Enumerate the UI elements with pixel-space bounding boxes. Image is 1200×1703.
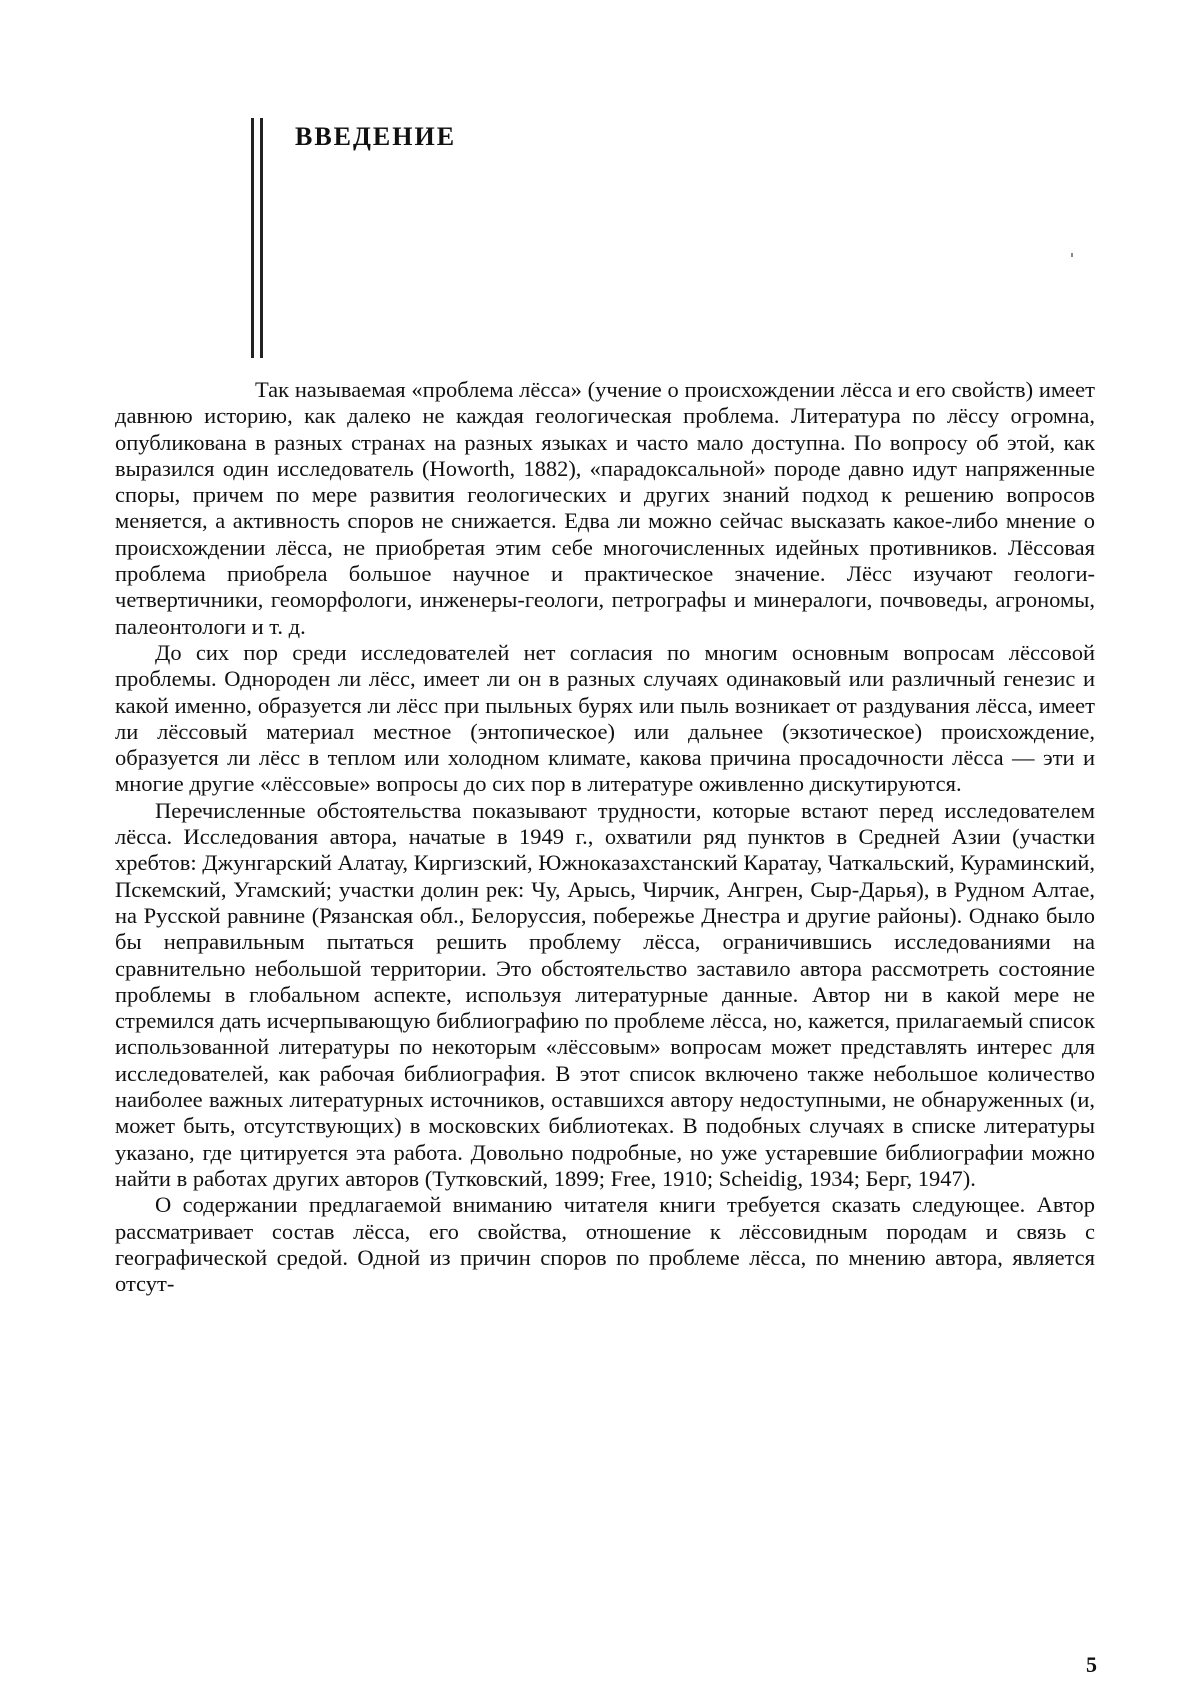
paragraph-4: О содержании предлагаемой вниманию читателя книги требуется сказать следующее. Автор рассматривает состав лёсса, его свойства, отношение к лёссовидным породам и связь с географической средой. Одной из причин споров по проблеме лёсса, по мнению автора, является отсут- xyxy=(115,1192,1095,1297)
chapter-rule-right xyxy=(260,118,263,358)
page-number: 5 xyxy=(1086,1652,1097,1677)
chapter-rule-left xyxy=(251,118,254,358)
paragraph-1: Так называемая «проблема лёсса» (учение о происхождении лёсса и его свойств) имеет давнюю историю, как далеко не каждая геологическая проблема. Литература по лёссу огромна, опубликована в разных странах на разных языках и часто мало доступна. По вопросу об этой, как выразился один исследователь (Howorth, 1882), «парадоксальной» породе давно идут напряженные споры, причем по мере развития геологических и других знаний подход к решению вопросов меняется, а активность споров не снижается. Едва ли можно сейчас высказать какое-либо мнение о происхождении лёсса, не приобретая этим себе многочисленных идейных противников. Лёссовая проблема приобрела большое научное и практическое значение. Лёсс изучают геологи-четвертичники, геоморфологи, инженеры-геологи, петрографы и минералоги, почвоведы, агрономы, палеонтологи и т. д. xyxy=(115,377,1095,639)
chapter-heading: ВВЕДЕНИЕ xyxy=(295,122,457,151)
body-text xyxy=(115,377,1095,1297)
paragraph-3: Перечисленные обстоятельства показывают трудности, которые встают перед исследователем лёсса. Исследования автора, начатые в 1949 г., охватили ряд пунктов в Средней Азии (участки хребтов: Джунгарский Алатау, Киргизский, Южноказахстанский Каратау, Чаткальский, Кураминский, Пскемский, Угамский; участки долин рек: Чу, Арысь, Чирчик, Ангрен, Сыр-Дарья), в Рудном Алтае, на Русской равнине (Рязанская обл., Белоруссия, побережье Днестра и другие районы). Однако было бы неправильным пытаться решить проблему лёсса, ограничившись исследованиями на сравнительно небольшой территории. Это обстоятельство заставило автора рассмотреть состояние проблемы в глобальном аспекте, используя литературные данные. Автор ни в какой мере не стремился дать исчерпывающую библиографию по проблеме лёсса, но, кажется, прилагаемый список использованной литературы по некоторым «лёссовым» вопросам может представлять интерес для исследователей, как рабочая библиография. В этот список включено также небольшое количество наиболее важных литературных источников, оставшихся автору недоступными, не обнаруженных (и, может быть, отсутствующих) в московских библиотеках. В подобных случаях в списке литературы указано, где цитируется эта работа. Довольно подробные, но уже устаревшие библиографии можно найти в работах других авторов (Тутковский, 1899; Free, 1910; Scheidig, 1934; Берг, 1947). xyxy=(115,797,1095,1191)
paragraph-2: До сих пор среди исследователей нет согласия по многим основным вопросам лёссовой проблемы. Однороден ли лёсс, имеет ли он в разных случаях одинаковый или различный генезис и какой именно, образуется ли лёсс при пыльных бурях или пыль возникает от раздувания лёсса, имеет ли лёссовый материал местное (энтопическое) или дальнее (экзотическое) происхождение, образуется ли лёсс в теплом или холодном климате, какова причина просадочности лёсса — эти и многие другие «лёссовые» вопросы до сих пор в литературе оживленно дискутируются. xyxy=(115,639,1095,797)
scan-speck xyxy=(1071,253,1073,257)
